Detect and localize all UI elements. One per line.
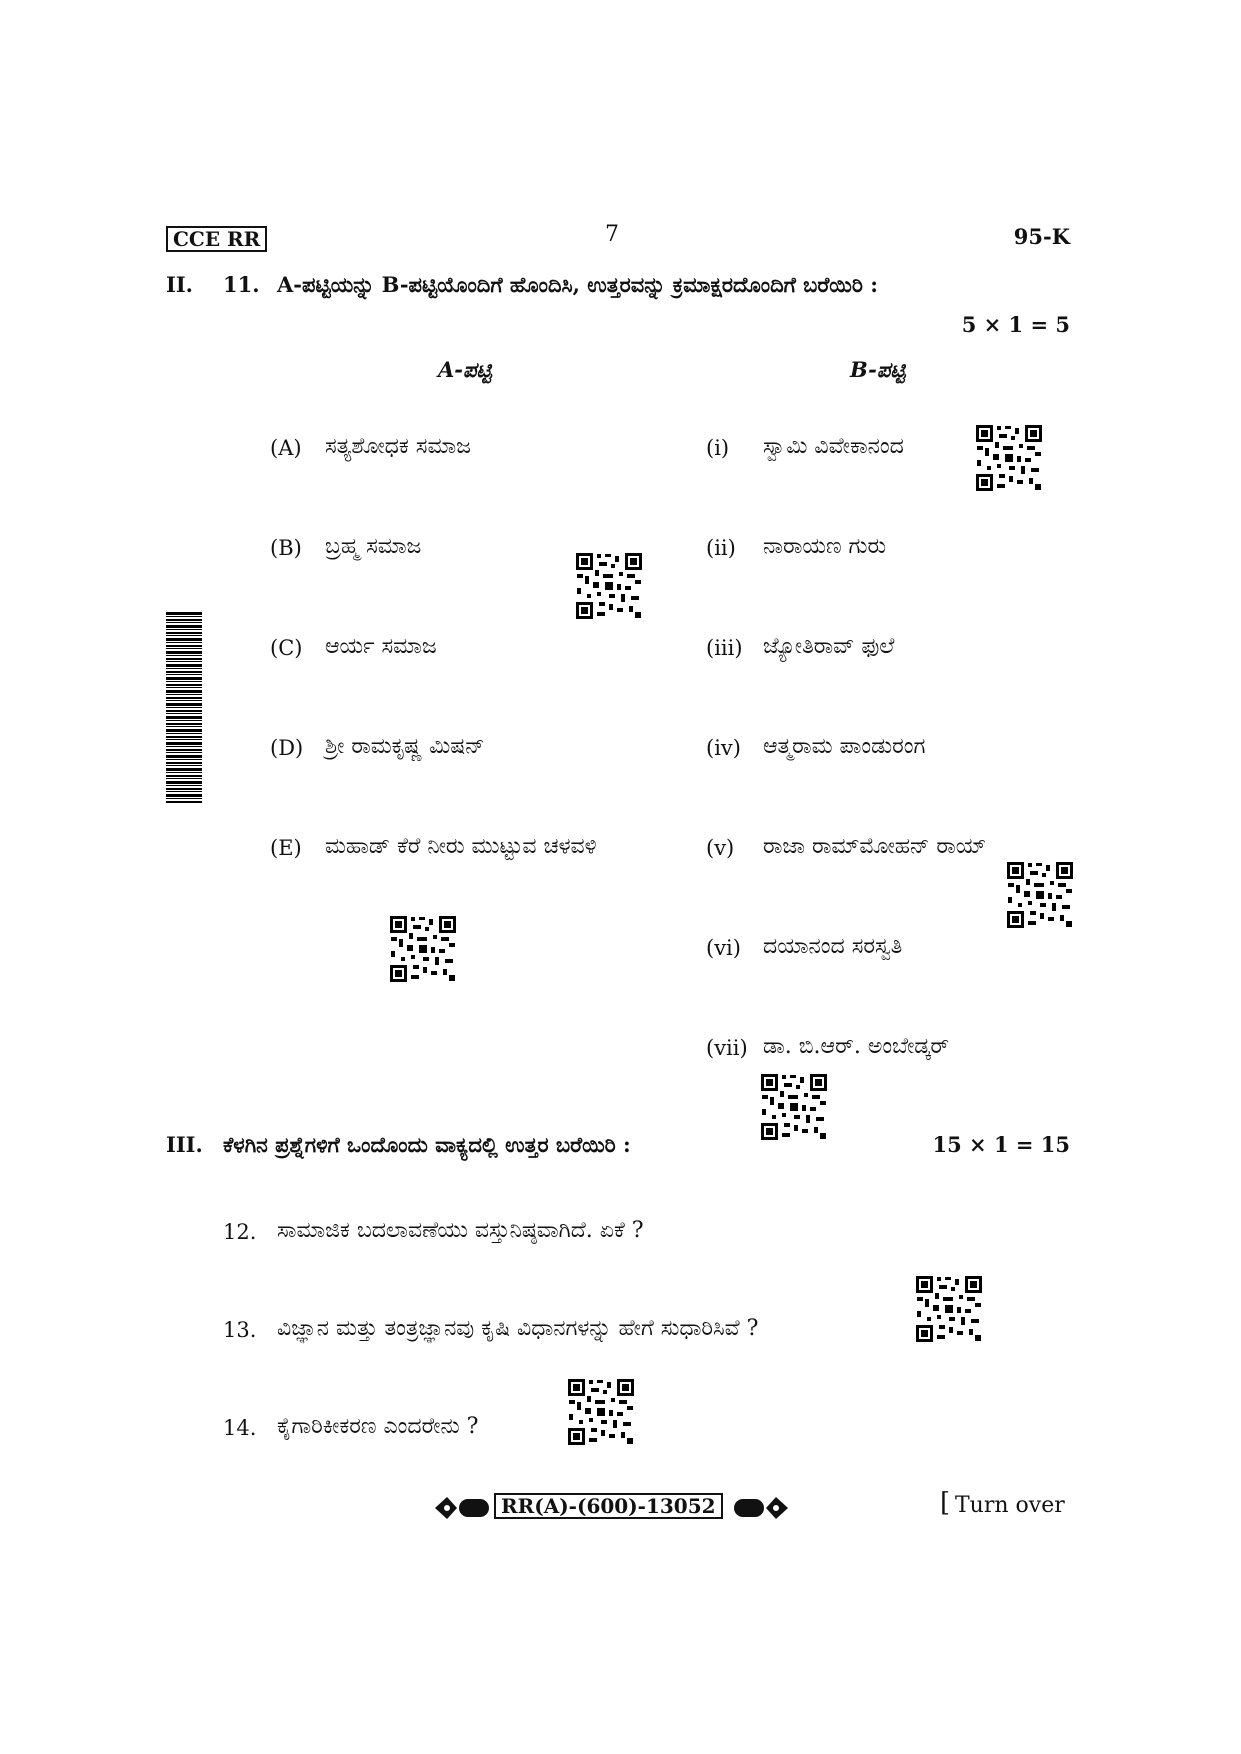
list-b-text: ನಾರಾಯಣ ಗುರು xyxy=(763,534,887,559)
footer-bracket: [ xyxy=(940,1488,951,1518)
list-a-label: (E) xyxy=(270,836,302,860)
question-text: ವಿಜ್ಞಾನ ಮತ್ತು ತಂತ್ರಜ್ಞಾನವು ಕೃಷಿ ವಿಧಾನಗಳನ್ನು ಹೇಗೆ ಸುಧಾರಿಸಿವೆ ? xyxy=(277,1316,759,1341)
list-b-label: (ii) xyxy=(706,536,736,560)
list-b-text: ದಯಾನಂದ ಸರಸ್ವತಿ xyxy=(763,934,903,959)
list-b-text: ಸ್ವಾಮಿ ವಿವೇಕಾನಂದ xyxy=(763,434,904,459)
question-number: 12. xyxy=(223,1220,257,1244)
footer-code-box: RR(A)-(600)-13052 xyxy=(494,1493,723,1519)
list-a-title: A-ಪಟ್ಟಿ xyxy=(438,357,492,382)
list-b-label: (vi) xyxy=(706,936,741,960)
list-b-text: ಜ್ಯೋತಿರಾವ್ ಫುಲೆ xyxy=(763,634,895,659)
question-11-text: A-ಪಟ್ಟಿಯನ್ನು B-ಪಟ್ಟಿಯೊಂದಿಗೆ ಹೊಂದಿಸಿ, ಉತ್ತರವನ್ನು ಕ್ರಮಾಕ್ಷರದೊಂದಿಗೆ ಬರೆಯಿರಿ : xyxy=(277,272,879,297)
list-a-text: ಬ್ರಹ್ಮ ಸಮಾಜ xyxy=(325,534,422,559)
question-text: ಕೈಗಾರಿಕೀಕರಣ ಎಂದರೇನು ? xyxy=(277,1414,479,1439)
qr-code-image xyxy=(567,1378,635,1446)
qr-code-image xyxy=(975,424,1043,492)
list-a-label: (C) xyxy=(270,636,303,660)
list-b-title: B-ಪಟ್ಟಿ xyxy=(850,357,906,382)
question-number: 14. xyxy=(223,1416,257,1440)
section-3-instruction: ಕೆಳಗಿನ ಪ್ರಶ್ನೆಗಳಿಗೆ ಒಂದೊಂದು ವಾಕ್ಯದಲ್ಲಿ ಉತ್ತರ ಬರೆಯಿರಿ : xyxy=(223,1132,631,1157)
question-number: 13. xyxy=(223,1318,257,1342)
list-b-label: (i) xyxy=(706,436,730,460)
question-11-number: 11. xyxy=(223,272,260,297)
list-a-label: (D) xyxy=(270,736,304,760)
list-a-text: ಶ್ರೀ ರಾಮಕೃಷ್ಣ ಮಿಷನ್ xyxy=(325,734,485,759)
list-b-label: (iv) xyxy=(706,736,741,760)
list-b-label: (v) xyxy=(706,836,735,860)
list-b-text: ಆತ್ಮರಾಮ ಪಾಂಡುರಂಗ xyxy=(763,734,926,759)
list-b-text: ರಾಜಾ ರಾಮ್‌ಮೋಹನ್ ರಾಯ್ xyxy=(763,834,987,859)
turn-over-label: Turn over xyxy=(955,1493,1065,1518)
list-a-label: (B) xyxy=(270,536,302,560)
qr-code-image xyxy=(1006,861,1074,929)
list-a-label: (A) xyxy=(270,436,302,460)
paper-code: 95-K xyxy=(1013,224,1070,249)
section-3-roman: III. xyxy=(166,1132,203,1157)
section-2-marks: 5 × 1 = 5 xyxy=(961,312,1070,337)
list-b-label: (iii) xyxy=(706,636,743,660)
paper-code-box: CCE RR xyxy=(166,226,267,252)
list-a-text: ಆರ್ಯ ಸಮಾಜ xyxy=(325,634,437,659)
list-b-label: (vii) xyxy=(706,1036,748,1060)
qr-code-image xyxy=(915,1275,983,1343)
section-2-roman: II. xyxy=(166,272,193,297)
barcode-image xyxy=(166,612,202,804)
qr-code-image xyxy=(389,915,457,983)
page-number: 7 xyxy=(605,222,619,247)
qr-code-image xyxy=(760,1073,828,1141)
list-a-text: ಮಹಾಡ್ ಕೆರೆ ನೀರು ಮುಟ್ಟುವ ಚಳವಳಿ xyxy=(325,834,597,859)
qr-code-image xyxy=(575,552,643,620)
list-a-text: ಸತ್ಯಶೋಧಕ ಸಮಾಜ xyxy=(325,434,471,459)
list-b-text: ಡಾ. ಬಿ.ಆರ್. ಅಂಬೇಡ್ಕರ್ xyxy=(763,1034,950,1059)
footer-ornament-right-icon xyxy=(732,1494,790,1522)
footer-ornament-left-icon xyxy=(433,1494,491,1522)
section-3-marks: 15 × 1 = 15 xyxy=(932,1132,1070,1157)
question-text: ಸಾಮಾಜಿಕ ಬದಲಾವಣೆಯು ವಸ್ತುನಿಷ್ಠವಾಗಿದೆ. ಏಕೆ ? xyxy=(277,1218,644,1243)
